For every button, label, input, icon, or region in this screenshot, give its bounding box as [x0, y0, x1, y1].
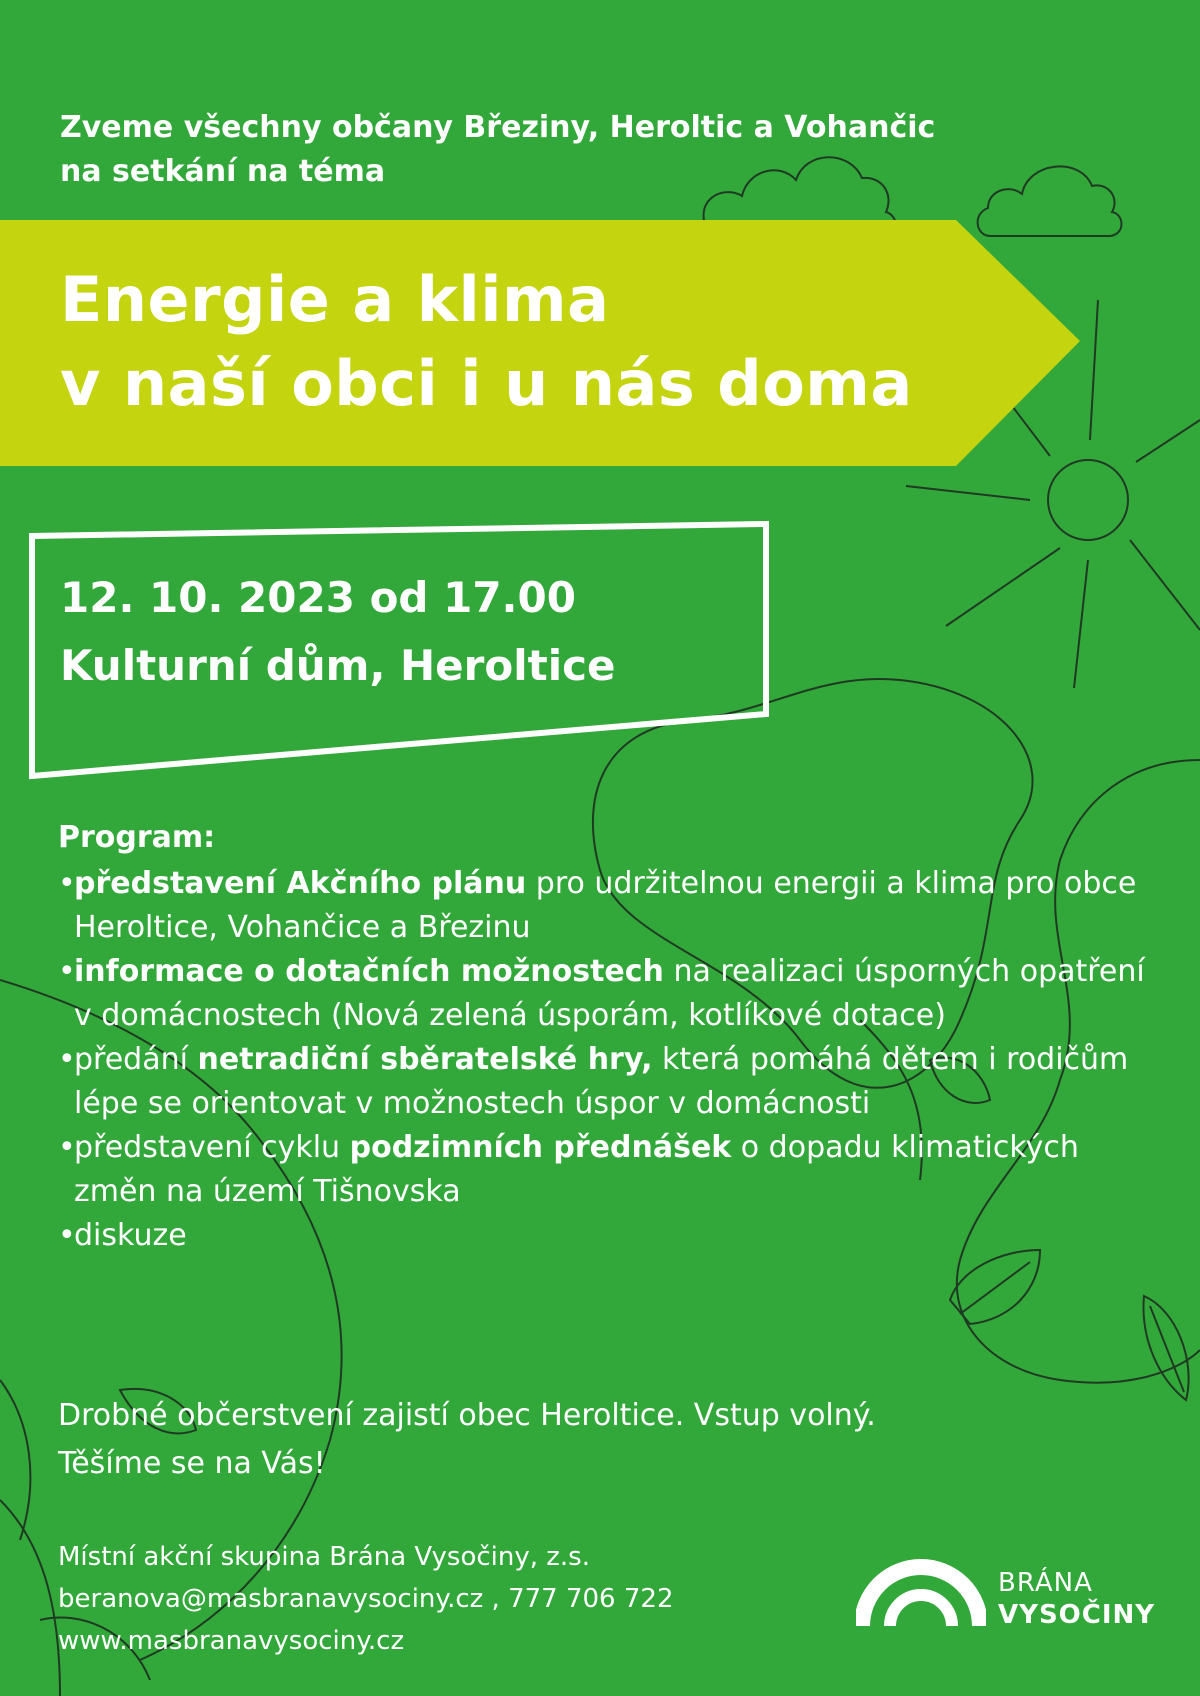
program-item [58, 1038, 1158, 1126]
page-title [60, 258, 913, 426]
arch-logo-icon [856, 1556, 986, 1636]
program-item [58, 862, 1158, 950]
program-item [58, 1126, 1158, 1214]
program-item [58, 950, 1158, 1038]
program-item-text: o dopadu klimatických změn na území Tišnovska [74, 1130, 1079, 1209]
footer-org: Místní akční skupina Brána Vysočiny, z.s. [58, 1542, 590, 1572]
event-datetime: 12. 10. 2023 od 17.00 [60, 573, 576, 622]
program-item-text: na realizaci úsporných opatření v domácnostech (Nová zelená úsporám, kotlíkové dotace) [74, 954, 1145, 1033]
logo-text-line-1: BRÁNA [998, 1568, 1093, 1598]
invitation-line-2: na setkání na téma [60, 154, 386, 189]
closing-text [58, 1392, 876, 1488]
program-item-text: která pomáhá dětem i rodičům lépe se orientovat v možnostech úspor v domácnosti [74, 1042, 1129, 1121]
invitation-text [60, 106, 935, 194]
event-info [60, 564, 615, 700]
program-item-bold: informace o dotačních možnostech [74, 954, 664, 989]
cloud-icon [978, 166, 1122, 236]
program-list [58, 862, 1158, 1258]
program-item-prefix: předání [74, 1042, 198, 1077]
program-item-bold: netradiční sběratelské hry, [197, 1042, 653, 1077]
program-item-bold: podzimních přednášek [349, 1130, 732, 1165]
invitation-line-1: Zveme všechny občany Březiny, Heroltic a Vohančic [60, 110, 936, 145]
program-section [58, 816, 1158, 1258]
footer-contact-line: beranova@masbranavysociny.cz , 777 706 722 [58, 1584, 674, 1614]
program-item-prefix: představení cyklu [74, 1130, 350, 1165]
program-item-text: pro udržitelnou energii a klima pro obce Heroltice, Vohančice a Březinu [74, 866, 1137, 945]
sun-icon [1048, 460, 1128, 540]
title-line-2: v naší obci i u nás doma [60, 347, 913, 420]
closing-line-1: Drobné občerstvení zajistí obec Heroltice. Vstup volný. [58, 1398, 876, 1433]
title-line-1: Energie a klima [60, 263, 610, 336]
event-place: Kulturní dům, Heroltice [60, 641, 616, 690]
logo-text-line-2: VYSOČINY [998, 1600, 1156, 1630]
footer-web: www.masbranavysociny.cz [58, 1626, 405, 1656]
program-heading: Program: [58, 820, 216, 855]
program-item-text: diskuze [74, 1218, 187, 1253]
footer-contact [58, 1536, 673, 1662]
program-item [58, 1214, 1158, 1258]
program-item-bold: představení Akčního plánu [74, 866, 527, 901]
brana-vysociny-logo [856, 1556, 1156, 1646]
closing-line-2: Těšíme se na Vás! [58, 1446, 326, 1481]
